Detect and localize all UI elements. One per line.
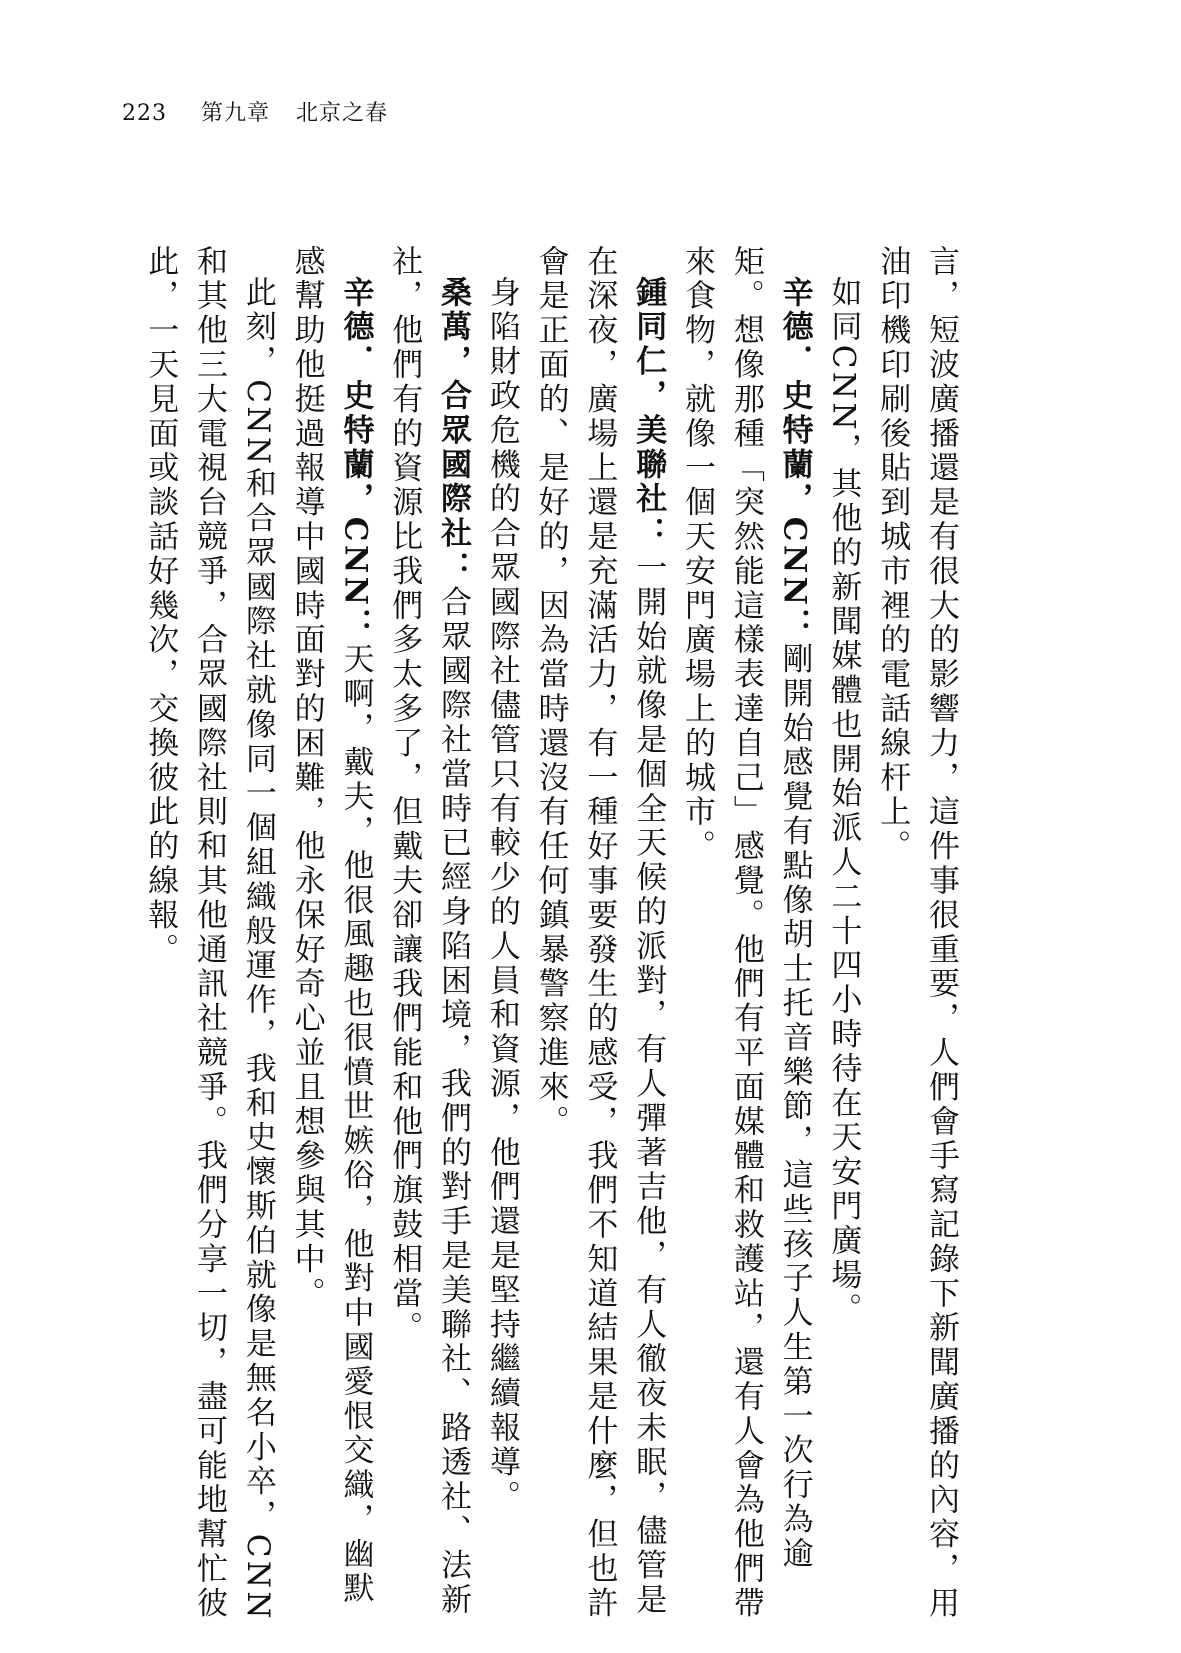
- paragraph: [867, 245, 965, 1625]
- page-number: 223: [122, 101, 167, 126]
- running-header: [122, 100, 388, 128]
- chapter-title: 北京之春: [296, 101, 389, 126]
- body-text-vertical: [103, 245, 965, 1625]
- paragraph: [282, 245, 380, 1625]
- paragraph-text: 如同CNN，其他的新聞媒體也開始派人二十四小時待在天安門廣場。: [825, 276, 862, 1328]
- paragraph-text: 此刻，CNN和合眾國際社就像同一個組織般運作，我和史懷斯伯就像是無名小卒，CNN和其他三大電視台競爭，合眾國際社則和其他通訊社競爭。我們分享一切，盡可能地幫忙彼此，一天見面或談話好幾次，交換彼此的線報。: [142, 245, 276, 1622]
- speaker-label: 辛德．史特蘭，CNN：: [337, 276, 374, 643]
- paragraph-text: 言，短波廣播還是有很大的影響力，這件事很重要，人們會手寫記錄下新聞廣播的內容，用油印機印刷後貼到城市裡的電話線杆上。: [874, 245, 959, 1621]
- quote-text: 合眾國際社當時已經身陷困境，我們的對手是美聯社、路透社、法新社，他們有的資源比我們多太多了，但戴夫卻讓我們能和他們旗鼓相當。: [386, 245, 472, 1618]
- paragraph: [819, 245, 868, 1625]
- quote-text: 剛開始感覺有點像胡士托音樂節，這些孩子人生第一次行為逾矩。想像那種「突然能這樣表達自己」感覺。他們有平面媒體和救護站，還有人會為他們帶來食物，就像一個天安門廣場上的城市。: [679, 245, 813, 1621]
- paragraph: [672, 245, 818, 1625]
- speaker-label: 桑萬，合眾國際社：: [435, 276, 472, 586]
- paragraph: [135, 245, 281, 1625]
- chapter-label: 第九章: [201, 101, 271, 126]
- paragraph: [379, 245, 477, 1625]
- speaker-label: 辛德．史特蘭，CNN：: [776, 276, 813, 643]
- paragraph: [526, 245, 672, 1625]
- quote-text: 天啊，戴夫，他很風趣也很憤世嫉俗，他對中國愛恨交織，幽默感幫助他挺過報導中國時面對的困難，他永保好奇心並且想參與其中。: [288, 245, 374, 1606]
- paragraph: [477, 245, 526, 1625]
- quote-text: 一開始就像是個全天候的派對，有人彈著吉他，有人徹夜未眠，儘管是在深夜，廣場上還是充滿活力，有一種好事要發生的感受，我們不知道結果是什麼，但也許會是正面的、是好的，因為當時還沒有任何鎮暴警察進來。: [532, 245, 667, 1621]
- paragraph-text: 身陷財政危機的合眾國際社儘管只有較少的人員和資源，他們還是堅持繼續報導。: [483, 276, 520, 1515]
- speaker-label: 鍾同仁，美聯社：: [630, 276, 667, 552]
